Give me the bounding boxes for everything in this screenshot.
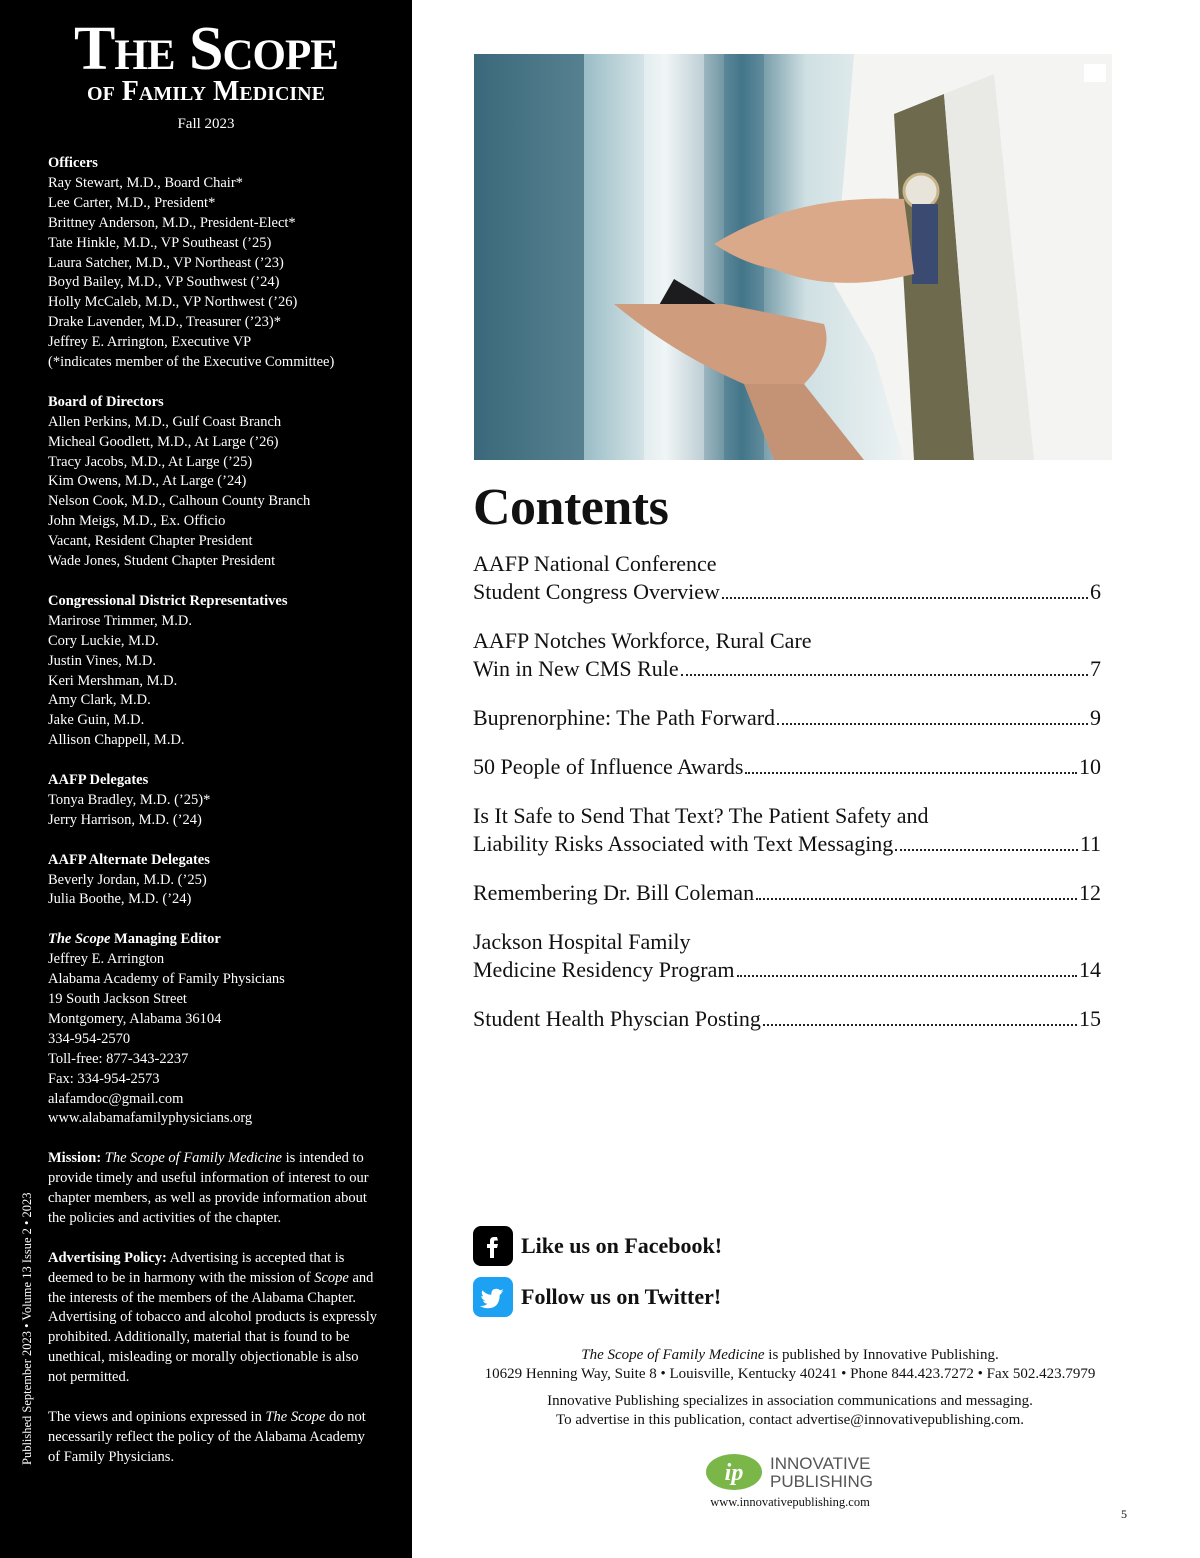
staff-line: Tate Hinkle, M.D., VP Southeast (’25) xyxy=(48,234,272,251)
toc-dot-leader xyxy=(722,597,1088,599)
svg-text:INNOVATIVE: INNOVATIVE xyxy=(770,1454,871,1473)
staff-line: www.alabamafamilyphysicians.org xyxy=(48,1110,253,1127)
facebook-link[interactable] xyxy=(473,1226,722,1266)
issue-label: Fall 2023 xyxy=(177,116,235,132)
toc-entry-row xyxy=(473,830,1101,858)
alternates-heading: AAFP Alternate Delegates xyxy=(48,851,210,868)
staff-line: Holly McCaleb, M.D., VP Northwest (’26) xyxy=(48,294,298,311)
page-number: 5 xyxy=(1121,1507,1127,1521)
publisher-line-1: The Scope of Family Medicine is published by Innovative Publishing. xyxy=(581,1347,999,1363)
toc-dot-leader xyxy=(763,1024,1077,1026)
staff-line: 19 South Jackson Street xyxy=(48,990,187,1007)
toc-page-number: 12 xyxy=(1079,880,1101,905)
publisher-address: 10629 Henning Way, Suite 8 • Louisville, Kentucky 40241 • Phone 844.423.7272 • Fax 502.423.7979 xyxy=(484,1366,1096,1382)
staff-line: Micheal Goodlett, M.D., At Large (’26) xyxy=(48,433,279,450)
toc-page-number: 15 xyxy=(1079,1006,1101,1031)
twitter-icon xyxy=(473,1277,513,1317)
toc-dot-leader xyxy=(745,772,1077,774)
toc-page-number: 10 xyxy=(1079,754,1101,779)
toc-entry-title: Win in New CMS Rule xyxy=(473,656,679,681)
district-list xyxy=(48,612,378,751)
toc-page-number: 6 xyxy=(1090,579,1101,604)
staff-line: Montgomery, Alabama 36104 xyxy=(48,1010,222,1027)
toc-entry[interactable] xyxy=(473,1005,1101,1033)
delegates-list xyxy=(48,791,378,831)
toc-entry-row xyxy=(473,1005,1101,1033)
toc-page-number: 7 xyxy=(1090,656,1101,681)
publisher-specialty: Innovative Publishing specializes in association communications and messaging. xyxy=(547,1393,1033,1409)
toc-entry-row xyxy=(473,704,1101,732)
staff-line: Jeffrey E. Arrington xyxy=(48,951,165,968)
toc-entry-title: Medicine Residency Program xyxy=(473,957,735,982)
toc-entry[interactable] xyxy=(473,550,1101,606)
toc-entry-title-line: AAFP Notches Workforce, Rural Care xyxy=(473,628,812,653)
staff-line: Fax: 334-954-2573 xyxy=(48,1070,160,1087)
staff-line: Julia Boothe, M.D. (’24) xyxy=(48,891,192,908)
contents-heading: Contents xyxy=(473,479,669,536)
publisher-url[interactable]: www.innovativepublishing.com xyxy=(710,1495,870,1509)
staff-line: John Meigs, M.D., Ex. Officio xyxy=(48,513,226,530)
facebook-label: Like us on Facebook! xyxy=(521,1233,723,1258)
staff-line: Jerry Harrison, M.D. (’24) xyxy=(48,811,202,828)
officers-group xyxy=(48,154,378,373)
facebook-icon xyxy=(473,1226,513,1266)
toc-entry[interactable] xyxy=(473,704,1101,732)
staff-line: Cory Luckie, M.D. xyxy=(48,632,159,649)
views-disclaimer: The views and opinions expressed in The Scope do not necessarily reflect the policy of the Alabama Academy of Family Physicians. xyxy=(48,1408,366,1465)
staff-line: Jake Guin, M.D. xyxy=(48,712,145,729)
toc-entry-title: Student Health Physcian Posting xyxy=(473,1006,761,1031)
editor-group xyxy=(48,930,378,1129)
masthead-subtitle: of Family Medicine xyxy=(87,76,325,107)
editor-heading: The Scope Managing Editor xyxy=(48,931,221,948)
staff-line: Brittney Anderson, M.D., President-Elect* xyxy=(48,214,296,231)
toc-entry-row xyxy=(473,578,1101,606)
toc-entry[interactable] xyxy=(473,627,1101,683)
photo-illustration xyxy=(474,54,1112,460)
staff-line: Beverly Jordan, M.D. (’25) xyxy=(48,871,207,888)
staff-listing xyxy=(48,154,378,1488)
staff-line: Allison Chappell, M.D. xyxy=(48,732,185,749)
staff-line: Alabama Academy of Family Physicians xyxy=(48,971,285,988)
staff-line: Keri Mershman, M.D. xyxy=(48,672,178,689)
toc-entry-title: Remembering Dr. Bill Coleman xyxy=(473,880,755,905)
toc-entry[interactable] xyxy=(473,753,1101,781)
toc-entry-title-line: Jackson Hospital Family xyxy=(473,929,691,954)
toc-dot-leader xyxy=(777,723,1088,725)
staff-line: Vacant, Resident Chapter President xyxy=(48,533,253,550)
toc-entry-row xyxy=(473,753,1101,781)
staff-line: Toll-free: 877-343-2237 xyxy=(48,1050,189,1067)
alternates-list xyxy=(48,871,378,911)
toc-entry-title: Liability Risks Associated with Text Messaging xyxy=(473,831,894,856)
toc-entry[interactable] xyxy=(473,928,1101,984)
delegates-group xyxy=(48,771,378,831)
toc-page-number: 11 xyxy=(1079,831,1101,856)
staff-line: Laura Satcher, M.D., VP Northeast (’23) xyxy=(48,254,284,271)
staff-line: Kim Owens, M.D., At Large (’24) xyxy=(48,473,247,490)
toc-entry[interactable] xyxy=(473,802,1101,858)
alternates-group xyxy=(48,851,378,911)
svg-text:PUBLISHING: PUBLISHING xyxy=(770,1472,873,1491)
toc-dot-leader xyxy=(681,674,1088,676)
staff-line: Allen Perkins, M.D., Gulf Coast Branch xyxy=(48,413,282,430)
publisher-info xyxy=(470,1346,1110,1430)
staff-line: Nelson Cook, M.D., Calhoun County Branch xyxy=(48,493,311,510)
publisher-advertise: To advertise in this publication, contact advertise@innovativepublishing.com. xyxy=(555,1412,1025,1428)
toc-entry-title: 50 People of Influence Awards xyxy=(473,754,744,779)
staff-line: Marirose Trimmer, M.D. xyxy=(48,612,193,629)
staff-line: Lee Carter, M.D., President* xyxy=(48,194,216,211)
toc-dot-leader xyxy=(737,975,1078,977)
staff-line: (*indicates member of the Executive Committee) xyxy=(48,354,335,371)
svg-text:ip: ip xyxy=(724,1460,744,1486)
toc-page-number: 9 xyxy=(1090,705,1101,730)
officers-heading: Officers xyxy=(48,155,98,171)
staff-line: Amy Clark, M.D. xyxy=(48,692,151,709)
district-heading: Congressional District Representatives xyxy=(48,592,288,609)
doctor-phone-photo xyxy=(474,54,1112,460)
staff-line: Wade Jones, Student Chapter President xyxy=(48,553,276,570)
sidebar-masthead-panel xyxy=(0,0,412,1558)
toc-entry[interactable] xyxy=(473,879,1101,907)
toc-page-number: 14 xyxy=(1079,957,1101,982)
twitter-link[interactable] xyxy=(473,1277,721,1317)
toc-entry-title: Student Congress Overview xyxy=(473,579,720,604)
board-list xyxy=(48,413,378,572)
toc-entry-title: Buprenorphine: The Path Forward xyxy=(473,705,776,730)
staff-line: Justin Vines, M.D. xyxy=(48,652,157,669)
delegates-heading: AAFP Delegates xyxy=(48,772,149,789)
toc-dot-leader xyxy=(756,898,1077,900)
twitter-label: Follow us on Twitter! xyxy=(521,1284,722,1309)
toc-entry-title-line: Is It Safe to Send That Text? The Patient Safety and xyxy=(473,803,929,828)
masthead-title: The Scope xyxy=(74,15,338,83)
mission-statement: Mission: The Scope of Family Medicine is intended to provide timely and useful information of interest to our chapter members, as well as provide information about the policies and activities of the chapter. xyxy=(48,1150,369,1226)
publication-info-vertical: Published September 2023 • Volume 13 Issue 2 • 2023 xyxy=(20,1192,34,1465)
toc-entry-row xyxy=(473,879,1101,907)
district-group xyxy=(48,592,378,751)
toc-entry-row xyxy=(473,956,1101,984)
officers-list xyxy=(48,174,378,373)
staff-line: alafamdoc@gmail.com xyxy=(48,1090,184,1107)
staff-line: Tonya Bradley, M.D. (’25)* xyxy=(48,791,211,808)
advertising-policy: Advertising Policy: Advertising is accepted that is deemed to be in harmony with the mission of Scope and the interests of the members of the Alabama Chapter. Advertising of tobacco and alcohol products is expressly prohibited. Additionally, material that is found to be unethical, misleading or morally objectionable is also not permitted. xyxy=(48,1249,377,1386)
table-of-contents xyxy=(473,550,1101,1054)
staff-line: Drake Lavender, M.D., Treasurer (’23)* xyxy=(48,314,281,331)
toc-dot-leader xyxy=(895,849,1078,851)
staff-line: Tracy Jacobs, M.D., At Large (’25) xyxy=(48,453,253,470)
board-heading: Board of Directors xyxy=(48,393,164,410)
staff-line: Jeffrey E. Arrington, Executive VP xyxy=(48,334,252,351)
staff-line: Boyd Bailey, M.D., VP Southwest (’24) xyxy=(48,274,280,291)
toc-entry-title-line: AAFP National Conference xyxy=(473,551,717,576)
staff-line: 334-954-2570 xyxy=(48,1030,131,1047)
masthead xyxy=(0,15,412,107)
editor-list xyxy=(48,950,378,1129)
board-group xyxy=(48,393,378,572)
toc-entry-row xyxy=(473,655,1101,683)
staff-line: Ray Stewart, M.D., Board Chair* xyxy=(48,174,243,191)
